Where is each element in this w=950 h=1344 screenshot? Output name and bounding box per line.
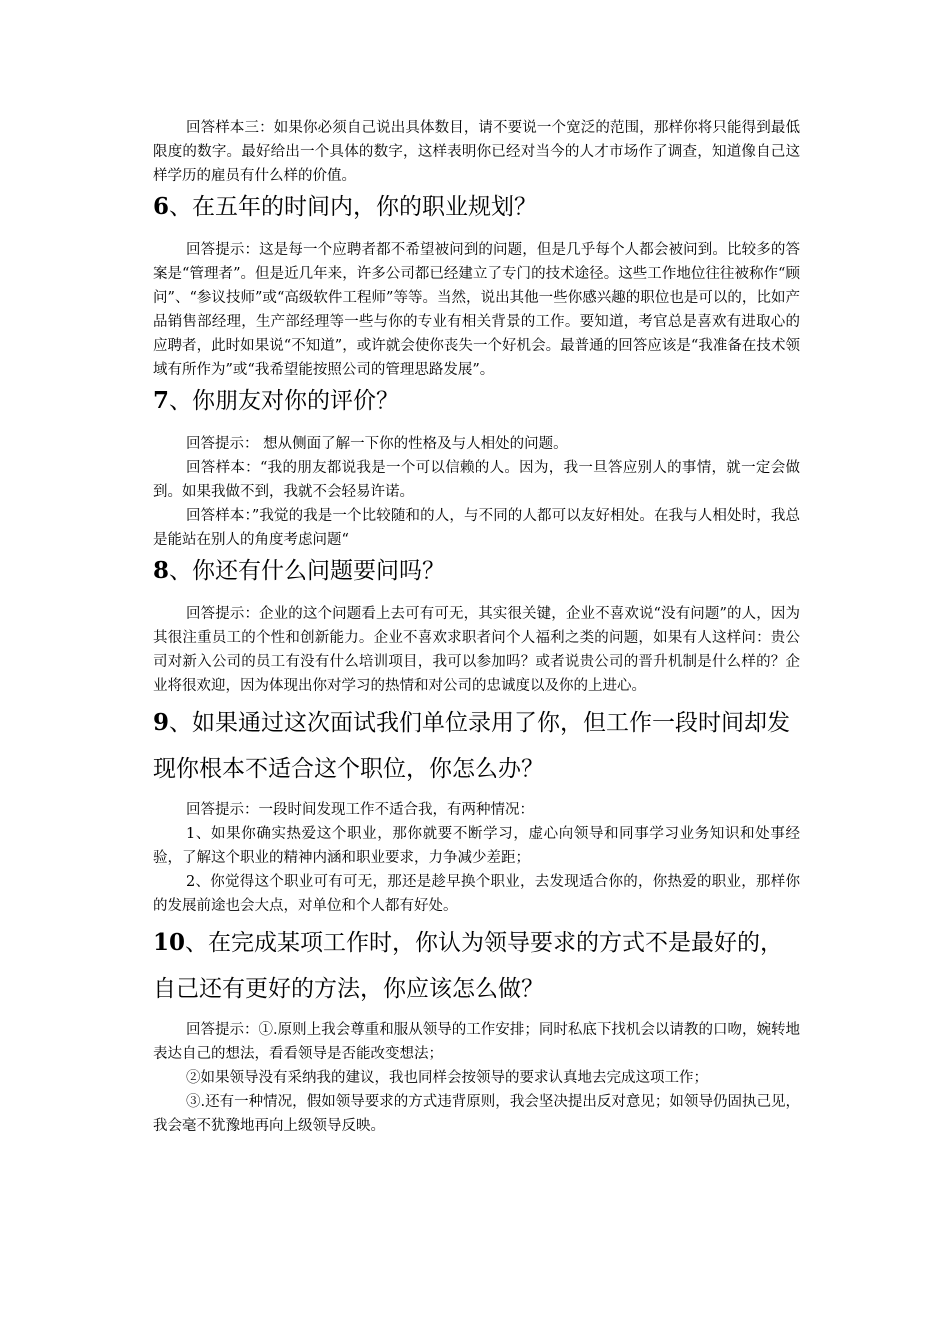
paragraph: 回答提示： 想从侧面了解一下你的性格及与人相处的问题。 (186, 436, 568, 452)
question-heading-8 (153, 552, 800, 602)
paragraph: 回答提示：企业的这个问题看上去可有可无，其实很关键，企业不喜欢说“没有问题”的人，因为其很注重员工的个性和创新能力。企业不喜欢求职者问个人福利之类的问题，如果有人这样问：贵公司对新入公司的员工有没有什么培训项目，我可以参加吗？或者说贵公司的晋升机制是什么样的？企业将很欢迎，因为体现出你对学习的热情和对公司的忠诚度以及你的上进心。 (153, 606, 800, 694)
question-heading-9 (153, 698, 800, 798)
paragraph: 回答提示：一段时间发现工作不适合我，有两种情况： (186, 802, 534, 818)
paragraph: ③.还有一种情况，假如领导要求的方式违背原则，我会坚决提出反对意见；如领导仍固执己见，我会毫不犹豫地再向上级领导反映。 (153, 1094, 800, 1134)
paragraph: 回答提示：这是每一个应聘者都不希望被问到的问题，但是几乎每个人都会被问到。比较多的答案是“管理者”。但是近几年来，许多公司都已经建立了专门的技术途径。这些工作地位往往被称作“顾问”、“参议技师”或“高级软件工程师”等等。当然，说出其他一些你感兴趣的职位也是可以的，比如产品销售部经理，生产部经理等一些与你的专业有相关背景的工作。要知道，考官总是喜欢有进取心的应聘者，此时如果说“不知道”，或许就会使你丧失一个好机会。最普通的回答应该是“我准备在技术领域有所作为”或“我希望能按照公司的管理思路发展”。 (153, 242, 800, 378)
question-title: 、在完成某项工作时，你认为领导要求的方式不是最好的，自己还有更好的方法，你应该怎么做？ (153, 930, 784, 1002)
question-heading-7 (153, 382, 800, 432)
question-number: 10 (153, 929, 186, 956)
question-number: 7 (153, 387, 170, 414)
question-number: 9 (153, 709, 170, 736)
paragraph: 1、如果你确实热爱这个职业，那你就要不断学习，虚心向领导和同事学习业务知识和处事经验，了解这个职业的精神内涵和职业要求，力争减少差距； (153, 826, 800, 866)
paragraph: ②如果领导没有采纳我的建议，我也同样会按领导的要求认真地去完成这项工作； (186, 1070, 708, 1086)
question-number: 6 (153, 193, 170, 220)
paragraph: 回答样本三：如果你必须自己说出具体数目，请不要说一个宽泛的范围，那样你将只能得到最低限度的数字。最好给出一个具体的数字，这样表明你已经对当今的人才市场作了调查，知道像自己这样学历的雇员有什么样的价值。 (153, 120, 800, 184)
question-title: 、你还有什么问题要问吗？ (169, 558, 446, 584)
question-number: 8 (153, 557, 170, 584)
question-heading-6 (153, 188, 800, 238)
question-title: 、如果通过这次面试我们单位录用了你，但工作一段时间却发现你根本不适合这个职位，你怎么办？ (153, 710, 791, 782)
paragraph: 回答样本：”我觉的我是一个比较随和的人，与不同的人都可以友好相处。在我与人相处时，我总是能站在别人的角度考虑问题“ (153, 508, 800, 548)
question-heading-10 (153, 918, 800, 1018)
paragraph: 回答样本：“我的朋友都说我是一个可以信赖的人。因为，我一旦答应别人的事情，就一定会做到。如果我做不到，我就不会轻易许诺。 (153, 460, 800, 500)
question-title: 、你朋友对你的评价？ (169, 388, 400, 414)
paragraph: 回答提示：①.原则上我会尊重和服从领导的工作安排；同时私底下找机会以请教的口吻，婉转地表达自己的想法，看看领导是否能改变想法； (153, 1022, 800, 1062)
question-title: 、在五年的时间内，你的职业规划？ (169, 194, 538, 220)
section-answer-sample-three (153, 116, 800, 188)
paragraph: 2、你觉得这个职业可有可无，那还是趁早换个职业，去发现适合你的，你热爱的职业，那样你的发展前途也会大点，对单位和个人都有好处。 (153, 874, 800, 914)
